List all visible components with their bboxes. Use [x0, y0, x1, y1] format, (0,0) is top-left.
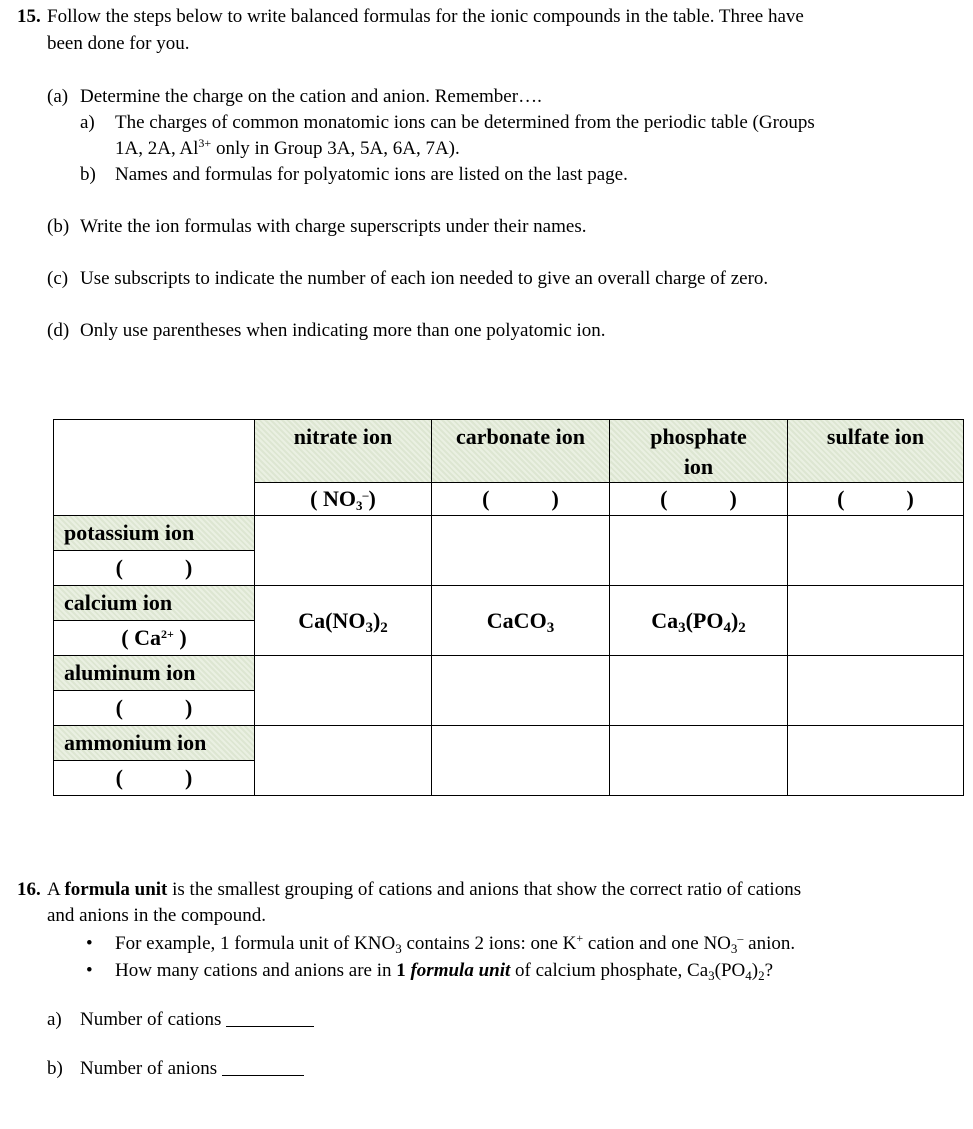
answer-cell-potassium-nitrate[interactable] — [255, 516, 432, 586]
step-d-label: (d) — [47, 320, 70, 341]
step-a-sub-b-text: Names and formulas for polyatomic ions are listed on the last page. — [115, 164, 628, 185]
step-b-label: (b) — [47, 216, 70, 237]
step-a-sub-a-line2: 1A, 2A, $Al^{3+}$ only in Group 3A, 5A, 6A, 7A). — [115, 136, 460, 159]
header-sulfate-ion: sulfate ion — [788, 420, 964, 483]
step-a-sub-a-line1: The charges of common monatomic ions can be determined from the periodic table (Groups — [115, 112, 815, 133]
row-label-ammonium-ion: ammonium ion — [54, 726, 255, 761]
header-carbonate-ion: carbonate ion — [432, 420, 610, 483]
header-phosphate-ion: phosphate ion — [610, 420, 788, 483]
q16-bullet-question: How many cations and anions are in 1 formula unit of calcium phosphate, $Ca_3(PO_4)_2$? — [115, 960, 774, 983]
answer-cell-aluminum-phosphate[interactable] — [610, 656, 788, 726]
answer-cell-ammonium-phosphate[interactable] — [610, 726, 788, 796]
answer-cell-ammonium-carbonate[interactable] — [432, 726, 610, 796]
q16-a-text: Number of cations — [80, 1009, 314, 1031]
q16-intro-line2: and anions in the compound. — [47, 905, 266, 926]
q15-number: 15. — [17, 6, 41, 27]
header-nitrate-ion: nitrate ion — [255, 420, 432, 483]
ammonium-formula-blank[interactable]: ( ) — [54, 761, 255, 796]
q15-intro-line2: been done for you. — [47, 33, 190, 54]
step-d-text: Only use parentheses when indicating more than one polyatomic ion. — [80, 320, 606, 341]
carbonate-formula-blank[interactable]: ( ) — [432, 483, 610, 516]
q16-bullet-example: For example, 1 formula unit of $KNO_3$ contains 2 ions: one K+ cation and one $NO_3^-$ anion. — [115, 931, 796, 956]
nitrate-formula-cell: ( $NO_3^-$) — [255, 483, 432, 516]
q15-intro-line1: Follow the steps below to write balanced formulas for the ionic compounds in the table. Three have — [47, 6, 804, 27]
step-c-label: (c) — [47, 268, 69, 289]
step-c-text: Use subscripts to indicate the number of each ion needed to give an overall charge of zero. — [80, 268, 769, 289]
step-b-text: Write the ion formulas with charge superscripts under their names. — [80, 216, 587, 237]
q16-b-text: Number of anions — [80, 1058, 304, 1080]
answer-cell-aluminum-sulfate[interactable] — [788, 656, 964, 726]
calcium-formula-cell: ( $Ca^{2+}$ ) — [54, 621, 255, 656]
q16-a-label: a) — [47, 1009, 62, 1030]
answer-cell-potassium-carbonate[interactable] — [432, 516, 610, 586]
calcium-carbonate-formula: CaCO$_3$ — [432, 586, 610, 656]
aluminum-formula-blank[interactable]: ( ) — [54, 691, 255, 726]
sulfate-formula-blank[interactable]: ( ) — [788, 483, 964, 516]
answer-cell-aluminum-nitrate[interactable] — [255, 656, 432, 726]
answer-cell-aluminum-carbonate[interactable] — [432, 656, 610, 726]
q16-b-label: b) — [47, 1058, 63, 1079]
step-a-sub-a-label: a) — [80, 112, 95, 133]
answer-cell-potassium-phosphate[interactable] — [610, 516, 788, 586]
row-label-aluminum-ion: aluminum ion — [54, 656, 255, 691]
row-label-potassium-ion: potassium ion — [54, 516, 255, 551]
cations-answer-blank[interactable] — [226, 1010, 314, 1027]
bullet-icon: • — [86, 933, 93, 954]
phosphate-formula-blank[interactable]: ( ) — [610, 483, 788, 516]
bullet-icon: • — [86, 960, 93, 981]
ionic-compounds-table — [53, 419, 964, 796]
calcium-nitrate-formula: $Ca(NO_3)_2$ — [255, 586, 432, 656]
answer-cell-ammonium-nitrate[interactable] — [255, 726, 432, 796]
answer-cell-potassium-sulfate[interactable] — [788, 516, 964, 586]
step-a-text: Determine the charge on the cation and anion. Remember…. — [80, 86, 542, 107]
answer-cell-calcium-sulfate[interactable] — [788, 586, 964, 656]
calcium-phosphate-formula: $Ca_3(PO_4)_2$ — [610, 586, 788, 656]
table-corner-cell — [54, 420, 255, 516]
step-a-label: (a) — [47, 86, 69, 107]
answer-cell-ammonium-sulfate[interactable] — [788, 726, 964, 796]
anions-answer-blank[interactable] — [222, 1059, 304, 1076]
row-label-calcium-ion: calcium ion — [54, 586, 255, 621]
q16-intro-line1: A formula unit is the smallest grouping of cations and anions that show the correct ratio of cations — [47, 879, 802, 900]
q16-number: 16. — [17, 879, 41, 900]
potassium-formula-blank[interactable]: ( ) — [54, 551, 255, 586]
step-a-sub-b-label: b) — [80, 164, 96, 185]
